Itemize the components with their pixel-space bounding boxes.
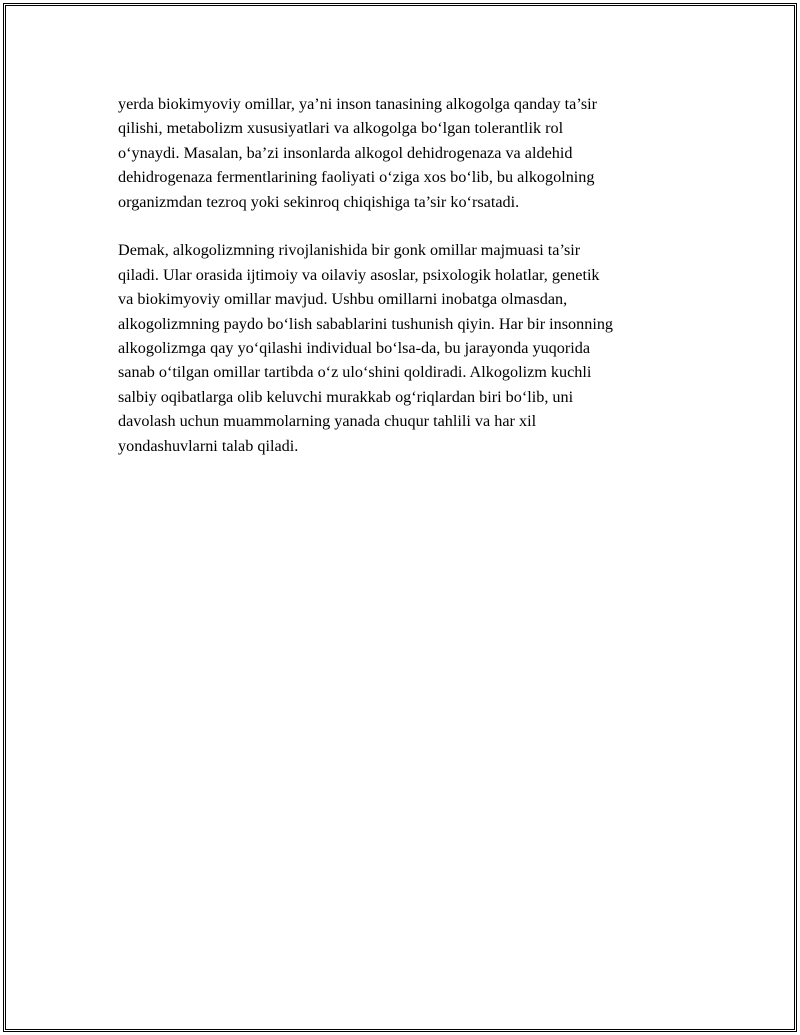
text-line: yerda biokimyoviy omillar, ya’ni inson tanasining alkogolga qanday ta’sir	[118, 95, 598, 113]
text-line: alkogolizmning paydo bo‘lish sabablarini tushunish qiyin. Har bir insonning	[118, 314, 614, 333]
text-line: davolash uchun muammolarning yanada chuqur tahlili va har xil	[118, 412, 537, 431]
text-line: organizmdan tezroq yoki sekinroq chiqishiga ta’sir ko‘rsatadi.	[118, 192, 520, 211]
text-line: sanab o‘tilgan omillar tartibda o‘z ulo‘shini qoldiradi. Alkogolizm kuchli	[118, 363, 592, 382]
text-line: o‘ynaydi. Masalan, ba’zi insonlarda alkogol dehidrogenaza va aldehid	[118, 143, 573, 162]
text-line: va biokimyoviy omillar mavjud. Ushbu omillarni inobatga olmasdan,	[118, 290, 568, 309]
text-line: dehidrogenaza fermentlarining faoliyati o‘ziga xos bo‘lib, bu alkogolning	[118, 168, 595, 187]
text-line: qiladi. Ular orasida ijtimoiy va oilaviy asoslar, psixologik holatlar, genetik	[118, 265, 600, 284]
text-line: salbiy oqibatlarga olib keluvchi murakkab og‘riqlardan biri bo‘lib, uni	[118, 387, 574, 406]
paragraph-2	[118, 238, 698, 458]
text-line: yondashuvlarni talab qiladi.	[118, 436, 299, 455]
text-line: Demak, alkogolizmning rivojlanishida bir gonk omillar majmuasi ta’sir	[118, 241, 581, 260]
text-line: alkogolizmga qay yo‘qilashi individual bo‘lsa-da, bu jarayonda yuqorida	[118, 339, 591, 358]
paragraph-1	[118, 92, 698, 214]
text-line: qilishi, metabolizm xususiyatlari va alkogolga bo‘lgan tolerantlik rol	[118, 119, 564, 138]
document-body	[118, 92, 698, 482]
